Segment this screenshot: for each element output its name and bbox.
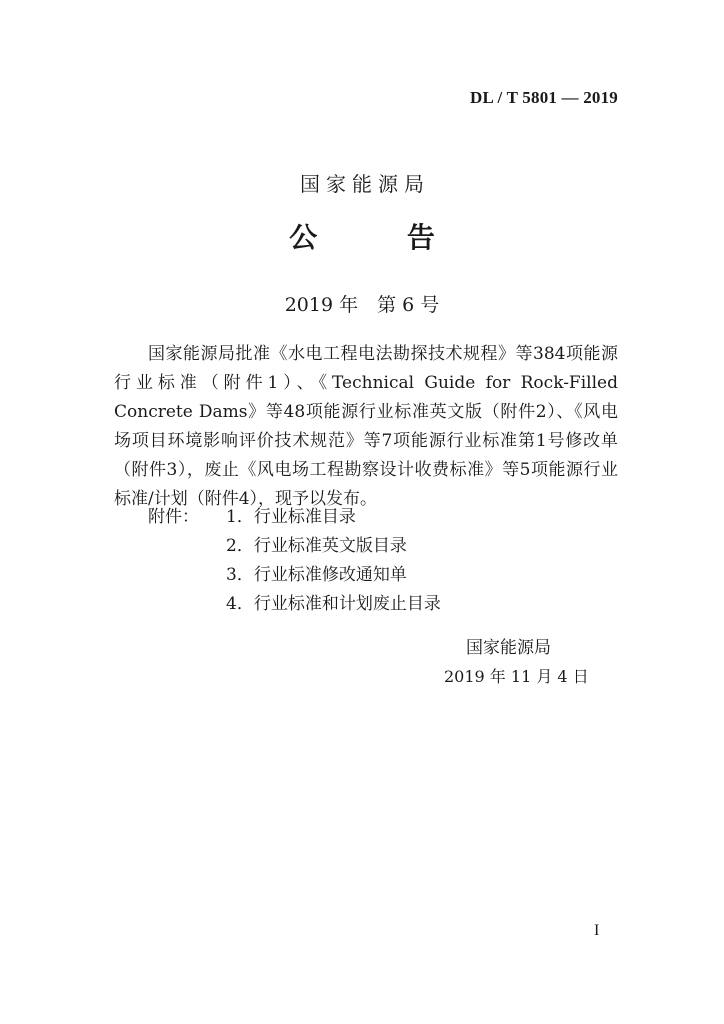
document-type-title: 公 告 (289, 221, 475, 254)
page-number: I (594, 922, 600, 939)
attachment-item (114, 503, 618, 532)
standard-code: DL / T 5801 — 2019 (470, 88, 618, 107)
attachment-item-label: 4．行业标准和计划废止目录 (226, 594, 441, 614)
attachment-item (114, 561, 618, 590)
notice-body-paragraph: 国家能源局批准《水电工程电法勘探技术规程》等384项能源行业标准（附件1）、《Technical Guide for Rock-Filled Concrete Dams》等48项能源行业标准英文版（附件2）、《风电场项目环境影响评价技术规范》等7项能源行业标准第1号修改单（附件3），废止《风电场工程勘察设计收费标准》等5项能源行业标准/计划（附件4），现予以发布。 (114, 344, 618, 509)
attachment-item-label: 2．行业标准英文版目录 (226, 536, 407, 556)
attachments-label: 附件： (148, 507, 199, 527)
signature-date: 2019 年 11 月 4 日 (444, 667, 589, 686)
signature-organization: 国家能源局 (466, 638, 551, 658)
attachment-item (114, 532, 618, 561)
attachment-item-label: 1．行业标准目录 (226, 507, 356, 527)
document-number: 2019 年 第 6 号 (284, 294, 440, 316)
attachment-item-label: 3．行业标准修改通知单 (226, 565, 407, 585)
attachments-list (114, 503, 618, 619)
issuer-title: 国家能源局 (300, 172, 430, 196)
attachment-item (114, 590, 618, 619)
